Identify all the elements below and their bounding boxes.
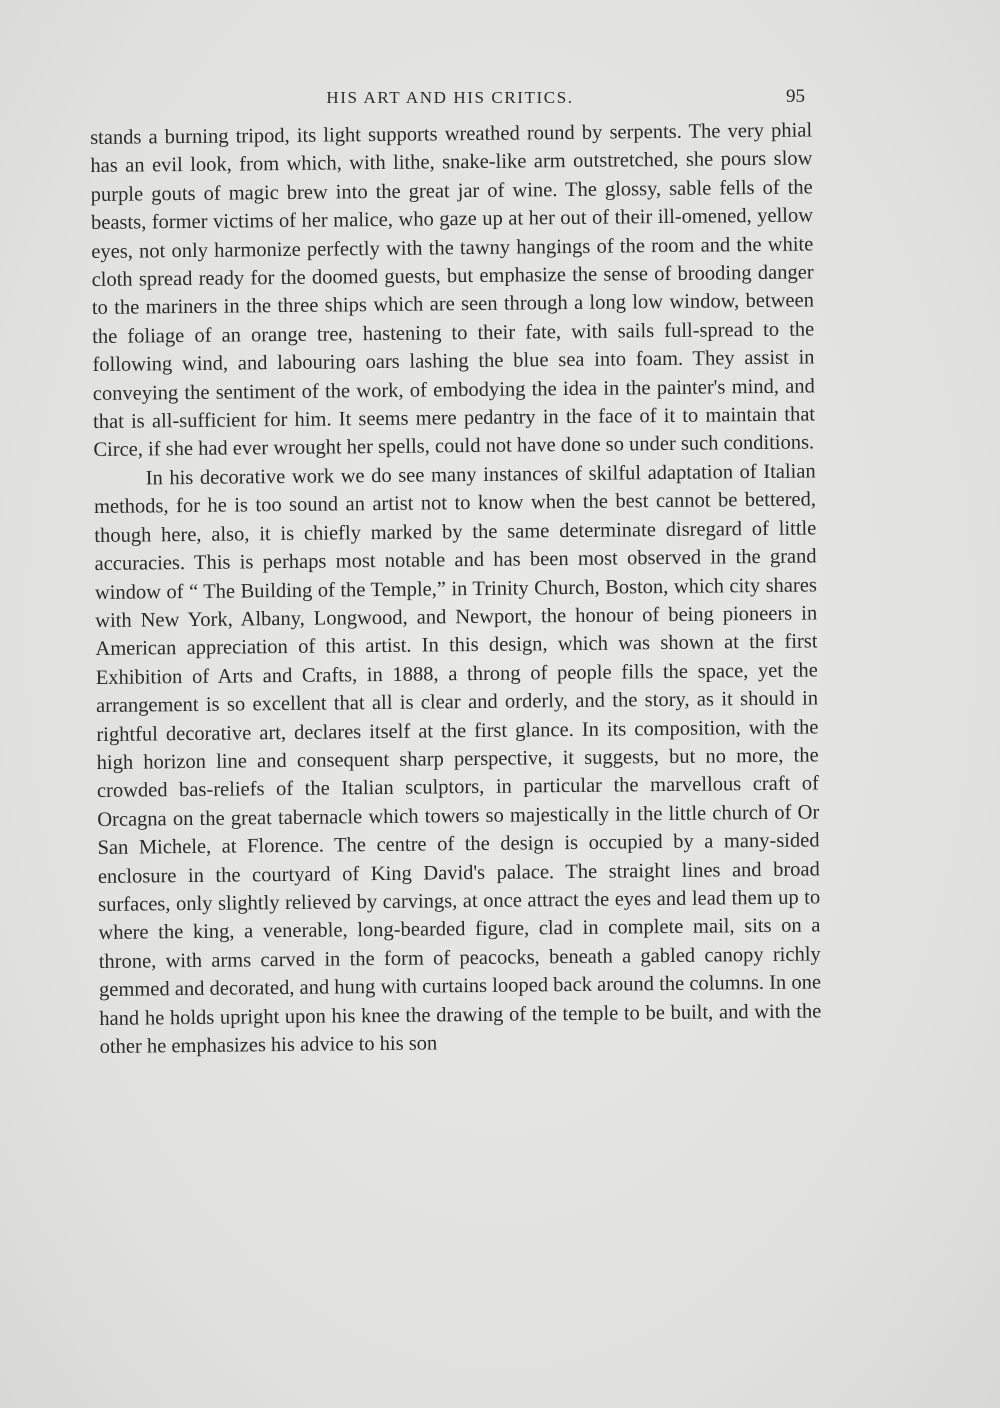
- paragraph: stands a burning tripod, its light supports wreathed round by serpents. The very phial has an evil look, from which, with lithe, snake-like arm outstretched, she pours slow purple gouts of magic brew into the great jar of wine. The glossy, sable fells of the beasts, former victims of her malice, who gaze up at her out of their ill-omened, yellow eyes, not only harmonize perfectly with the tawny hangings of the room and the white cloth spread ready for the doomed guests, but emphasize the sense of brooding danger to the mariners in the three ships which are seen through a long low window, between the foliage of an orange tree, hastening to their fate, with sails full-spread to the following wind, and labouring oars lashing the blue sea into foam. They assist in conveying the sentiment of the work, of embodying the idea in the painter's mind, and that is all-sufficient for him. It seems mere pedantry in the face of it to maintain that Circe, if she had ever wrought her spells, could not have done so under such conditions.: [90, 119, 816, 462]
- page-header: [95, 84, 805, 112]
- body-text: [90, 116, 822, 1061]
- running-head: HIS ART AND HIS CRITICS.: [326, 88, 574, 107]
- paragraph: In his decorative work we do see many instances of skilful adaptation of Italian methods, for he is too sound an artist not to know when the best cannot be bettered, though here, also, it is chiefly marked by the same determinate disregard of little accuracies. This is perhaps most notable and has been most observed in the grand window of “ The Building of the Temple,” in Trinity Church, Boston, which city shares with New York, Albany, Longwood, and Newport, the honour of being pioneers in American appreciation of this artist. In this design, which was shown at the first Exhibition of Arts and Crafts, in 1888, a throng of people fills the space, yet the arrangement is so excellent that all is clear and orderly, and the story, as it should in rightful decorative art, declares itself at the first glance. In its composition, with the high horizon line and consequent sharp perspective, it suggests, but no more, the crowded bas-reliefs of the Italian sculptors, in particular the marvellous craft of Orcagna on the great tabernacle which towers so majestically in the little church of Or San Michele, at Florence. The centre of the design is occupied by a many-sided enclosure in the courtyard of King David's palace. The straight lines and broad surfaces, only slightly relieved by carvings, at once attract the eyes and lead them up to where the king, a venerable, long-bearded figure, clad in complete mail, sits on a throne, with arms carved in the form of peacocks, beneath a gabled canopy richly gemmed and decorated, and hung with curtains looped back around the columns. In one hand he holds upright upon his knee the drawing of the temple to be built, and with the other he emphasizes his advice to his son: [93, 460, 822, 1058]
- page-number: 95: [786, 86, 805, 107]
